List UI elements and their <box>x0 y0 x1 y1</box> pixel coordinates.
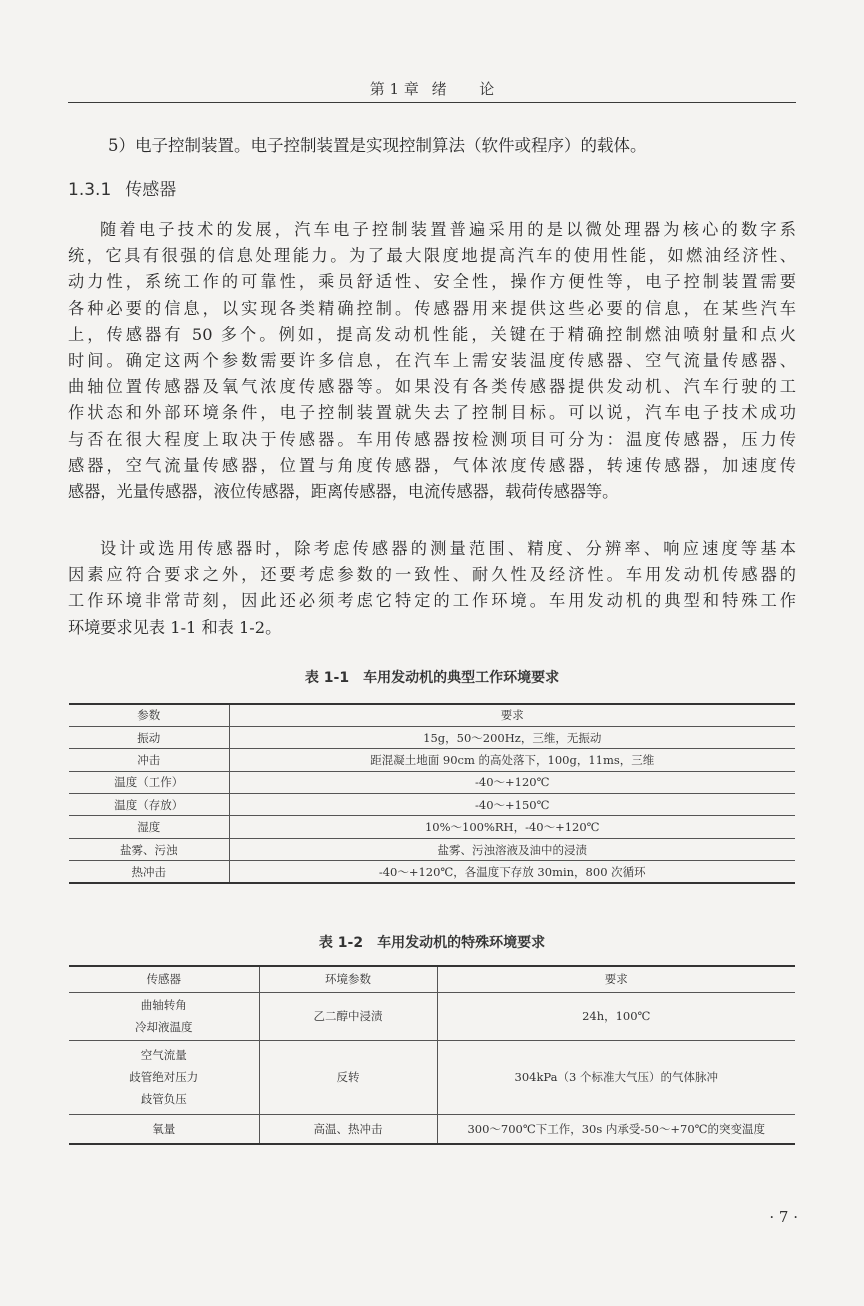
sensor-name: 氧量 <box>152 1121 176 1136</box>
paragraph-sensor-selection <box>68 536 796 641</box>
table-1-1 <box>69 703 795 884</box>
sensor-name: 歧管负压 <box>140 1092 187 1106</box>
table-cell: 温度（工作） <box>69 771 229 793</box>
table-cell: -40～+150℃ <box>229 794 795 816</box>
table-cell: 反转 <box>259 1040 437 1114</box>
table-cell: 24h，100℃ <box>437 992 795 1040</box>
table-row <box>69 794 795 816</box>
sensor-name: 空气流量 <box>140 1048 187 1062</box>
table-row <box>69 816 795 838</box>
chapter-number: 第 1 章 <box>369 80 419 98</box>
table-cell: 15g，50～200Hz，三维，无振动 <box>229 726 795 748</box>
table-row <box>69 861 795 883</box>
table-cell: 冲击 <box>69 749 229 771</box>
text-line: 作状态和外部环境条件，电子控制装置就失去了控制目标。可以说，汽车电子技术成功 <box>68 403 796 423</box>
table-row <box>69 838 795 860</box>
sensor-name: 冷却液温度 <box>135 1020 193 1034</box>
table-cell: 振动 <box>69 726 229 748</box>
table-1-2-caption: 表 1-2 车用发动机的特殊环境要求 <box>318 935 546 951</box>
text-line: 随着电子技术的发展，汽车电子控制装置普遍采用的是以微处理器为核心的数字系 <box>100 220 796 239</box>
table-1-1-caption: 表 1-1 车用发动机的典型工作环境要求 <box>304 670 560 686</box>
text-line: 各种必要的信息，以实现各类精确控制。传感器用来提供这些必要的信息，在某些汽车 <box>68 298 796 318</box>
section-number: 1.3.1 <box>68 180 112 200</box>
column-header: 环境参数 <box>259 966 437 992</box>
sensor-cell <box>69 992 259 1040</box>
section-heading <box>68 178 176 202</box>
table-1-2 <box>69 965 795 1145</box>
sensor-cell <box>69 1114 259 1144</box>
table-cell: 热冲击 <box>69 861 229 883</box>
table-cell: 304kPa（3 个标准大气压）的气体脉冲 <box>437 1040 795 1114</box>
table-cell: 距混凝土地面 90cm 的高处落下，100g，11ms，三维 <box>229 749 795 771</box>
table-cell: 湿度 <box>69 816 229 838</box>
table-cell: 10%～100%RH，-40～+120℃ <box>229 816 795 838</box>
table-header-row <box>69 966 795 992</box>
text-line: 动力性，系统工作的可靠性，乘员舒适性、安全性，操作方便性等，电子控制装置需要 <box>68 272 796 292</box>
section-title: 传感器 <box>125 180 177 200</box>
table-cell: 300～700℃下工作，30s 内承受-50～+70℃的突变温度 <box>437 1114 795 1144</box>
text-line: 工作环境非常苛刻，因此还必须考虑它特定的工作环境。车用发动机的典型和特殊工作 <box>68 591 796 611</box>
text-line: 统，它具有很强的信息处理能力。为了最大限度地提高汽车的使用性能，如燃油经济性、 <box>68 246 796 266</box>
text-line: 曲轴位置传感器及氧气浓度传感器等。如果没有各类传感器提供发动机、汽车行驶的工 <box>68 377 796 397</box>
text-line: 因素应符合要求之外，还要考虑参数的一致性、耐久性及经济性。车用发动机传感器的 <box>68 565 796 585</box>
table-cell: -40～+120℃，各温度下存放 30min，800 次循环 <box>229 861 795 883</box>
text-line: 上，传感器有 50 多个。例如，提高发动机性能，关键在于精确控制燃油喷射量和点火 <box>68 324 796 344</box>
text-line: 感器，光量传感器，液位传感器，距离传感器，电流传感器，载荷传感器等。 <box>68 481 619 501</box>
table-row <box>69 1114 795 1144</box>
column-header: 参数 <box>69 704 229 726</box>
sensor-cell <box>69 1040 259 1114</box>
column-header: 传感器 <box>69 966 259 992</box>
chapter-title-char-2: 论 <box>479 80 495 98</box>
table-row <box>69 726 795 748</box>
table-header-row <box>69 704 795 726</box>
paragraph-sensors-intro <box>68 217 796 505</box>
text-line: 时间。确定这两个参数需要许多信息，在汽车上需安装温度传感器、空气流量传感器、 <box>68 350 796 370</box>
table-row <box>69 749 795 771</box>
sensor-name: 曲轴转角 <box>140 998 187 1012</box>
text-line: 环境要求见表 1-1 和表 1-2。 <box>68 617 282 637</box>
chapter-title-char-1: 绪 <box>431 80 447 98</box>
text-line: 设计或选用传感器时，除考虑传感器的测量范围、精度、分辨率、响应速度等基本 <box>100 539 796 558</box>
table-cell: 高温、热冲击 <box>259 1114 437 1144</box>
column-header: 要求 <box>437 966 795 992</box>
table-row <box>69 1040 795 1114</box>
table-row <box>69 992 795 1040</box>
table-cell: -40～+120℃ <box>229 771 795 793</box>
sensor-name: 歧管绝对压力 <box>129 1070 199 1084</box>
running-header <box>68 76 796 103</box>
text-line: 感器，空气流量传感器，位置与角度传感器，气体浓度传感器，转速传感器，加速度传 <box>68 455 796 475</box>
list-item-5: 5）电子控制装置。电子控制装置是实现控制算法（软件或程序）的载体。 <box>108 136 647 155</box>
table-cell: 盐雾、污浊溶液及油中的浸渍 <box>229 838 795 860</box>
column-header: 要求 <box>229 704 795 726</box>
page-number: · 7 · <box>769 1208 798 1226</box>
text-line: 与否在很大程度上取决于传感器。车用传感器按检测项目可分为：温度传感器，压力传 <box>68 429 796 449</box>
table-row <box>69 771 795 793</box>
table-cell: 盐雾、污浊 <box>69 838 229 860</box>
table-cell: 乙二醇中浸渍 <box>259 992 437 1040</box>
table-cell: 温度（存放） <box>69 794 229 816</box>
